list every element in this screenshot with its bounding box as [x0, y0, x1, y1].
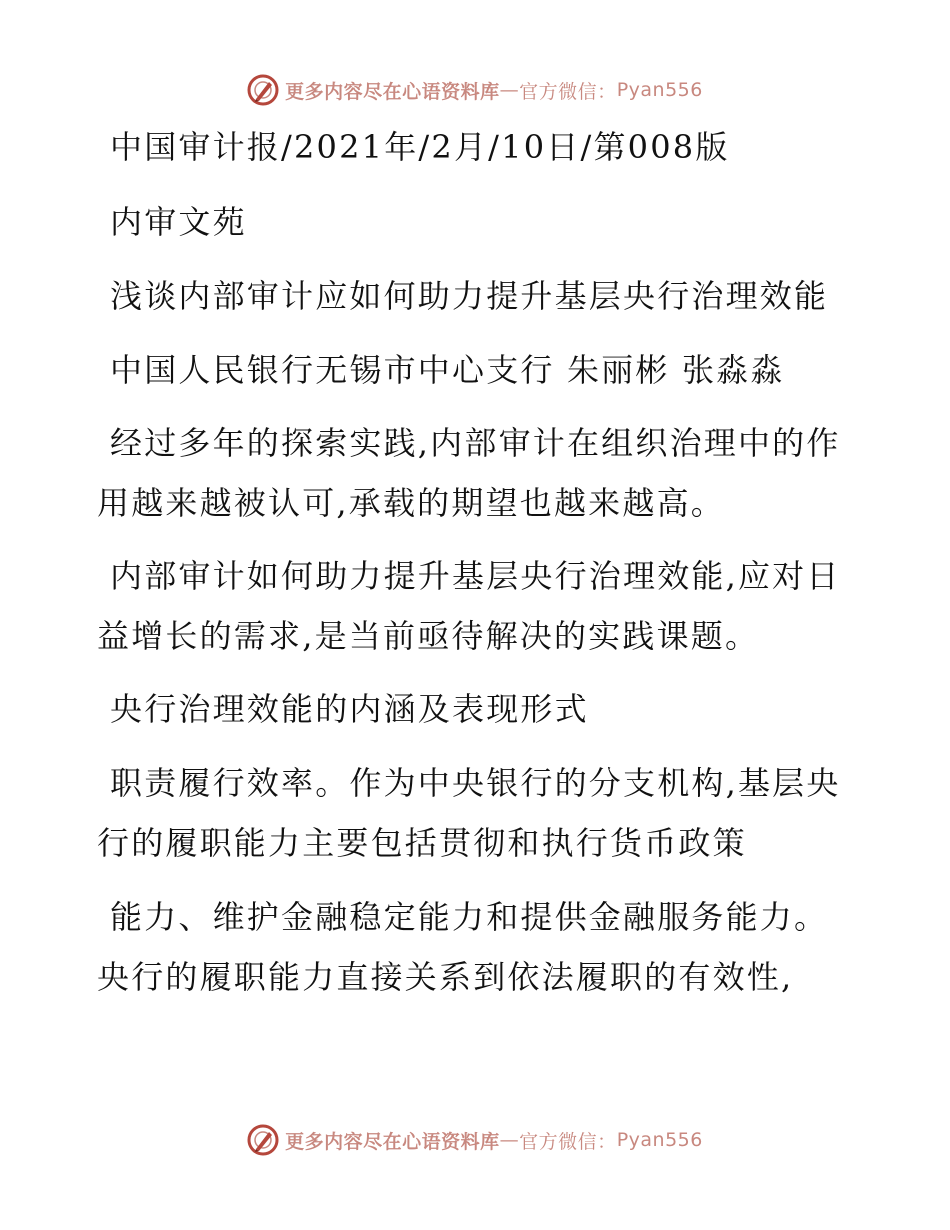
watermark-official-label: 官方微信： [519, 1130, 617, 1153]
watermark-account: Pyan556 [616, 79, 703, 101]
watermark-main-text: 更多内容尽在心语资料库 [285, 80, 500, 103]
footer-watermark [0, 1122, 950, 1158]
watermark-main-text: 更多内容尽在心语资料库 [285, 1130, 500, 1153]
paragraph-4-line-2: 央行的履职能力直接关系到依法履职的有效性, [97, 958, 794, 996]
watermark-official-label: 官方微信： [519, 80, 617, 103]
article-title: 浅谈内部审计应如何助力提升基层央行治理效能 [110, 277, 829, 315]
watermark-dash: — [499, 79, 520, 101]
column-name: 内审文苑 [110, 203, 247, 241]
paragraph-1-line-2: 用越来越被认可,承载的期望也越来越高。 [97, 484, 725, 522]
section-heading: 央行治理效能的内涵及表现形式 [110, 690, 589, 728]
red-pen-logo-icon [247, 74, 279, 106]
watermark-dash: — [499, 1129, 520, 1151]
header-watermark [0, 72, 950, 108]
paragraph-2-line-2: 益增长的需求,是当前亟待解决的实践课题。 [97, 617, 760, 655]
paragraph-4-line-1: 能力、维护金融稳定能力和提供金融服务能力。 [110, 898, 829, 936]
watermark-account: Pyan556 [616, 1129, 703, 1151]
paragraph-3-line-2: 行的履职能力主要包括贯彻和执行货币政策 [97, 824, 747, 862]
paragraph-1-line-1: 经过多年的探索实践,内部审计在组织治理中的作 [110, 424, 841, 462]
red-pen-logo-icon [247, 1124, 279, 1156]
article-authors: 中国人民银行无锡市中心支行 朱丽彬 张淼淼 [110, 351, 785, 389]
paragraph-3-line-1: 职责履行效率。作为中央银行的分支机构,基层央 [110, 764, 841, 802]
source-line: 中国审计报/2021年/2月/10日/第008版 [110, 128, 730, 166]
paragraph-2-line-1: 内部审计如何助力提升基层央行治理效能,应对日 [110, 557, 841, 595]
